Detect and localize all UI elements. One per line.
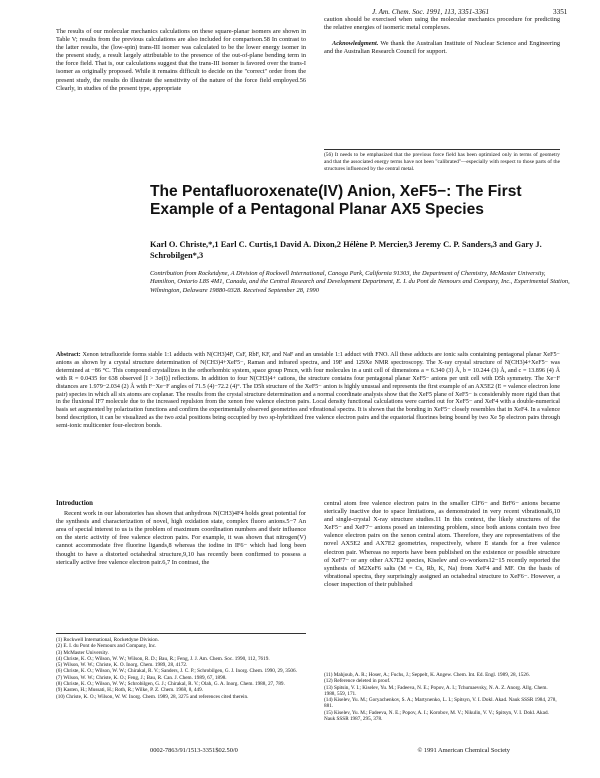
- author-list: Karl O. Christe,*,1 Earl C. Curtis,1 David A. Dixon,2 Hélène P. Mercier,3 Jeremy C. P. Sanders,3 and Gary J. Schrobilgen*,3: [150, 240, 542, 260]
- article-title: The Pentafluoroxenate(IV) Anion, XeF5−: The First Example of a Pentagonal Planar AX5 Species: [150, 183, 522, 218]
- previous-article-paragraph: The results of our molecular mechanics calculations on these square-planar isomers are shown in Table V; results from the previous calculations are also included for comparison.58 In contrast to the latter results, the (low-spin) trans-III isomer was calculated to be the lower energy isomer in the present study, a result largely attributable to the presence of the out-of-plane bending term in the force field. That is, our calculations suggest that the trans-III isomer is favored over the trans-I isomer as originally proposed. While it remains difficult to decide on the "correct" order from the present study, the results do illustrate the sensitivity of the nature of the force field employed.56 Clearly, in studies of the present type, appropriate: [56, 28, 306, 92]
- reference-item: (8) Christe, K. O.; Wilson, W. W.; Schrobilgen, G. J.; Chirakal, R. V.; Olah, G. A. Inorg. Chem. 1988, 27, 789.: [56, 681, 285, 688]
- abstract-text: Xenon tetrafluoride forms stable 1:1 adducts with N(CH3)4F, CsF, RbF, KF, and NaF and an unstable 1:1 adduct with FNO. All these adducts are ionic salts containing pentagonal planar XeF5− anions as shown by a crystal structure determination of N(CH3)4+XeF5−, Raman and infrared spectra, and 19F and 129Xe NMR spectroscopy. The X-ray crystal structure of N(CH3)4+XeF5− was determined at −86 °C. This compound crystallizes in the orthorhombic system, space group Pmcn, with four molecules in a unit cell of dimensions a = 6.340 (3) Å, b = 10.244 (3) Å, and c = 13.896 (4) Å with R = 0.0435 for 638 observed [I > 3σ(I)] reflections. In addition to four N(CH3)4+ cations, the structure contains four pentagonal planar XeF5− anions per unit cell with D5h symmetry. The Xe−F distances are 1.979−2.034 (2) Å with F−Xe−F angles of 71.5 (4)−72.2 (4)°. The D5h structure of the XeF5− anion is highly unusual and represents the first example of an AX5E2 (E = valence electron lone pair) species in which all six atoms are coplanar. The results from the crystal structure determination and a normal coordinate analysis show that the XeF5 plane of XeF5− is considerably more rigid than that in the fluxional IF7 molecule due to the increased repulsion from the xenon free valence electron pairs. Local density functional calculations were carried out for XeF5− and XeF4 with a double-numerical basis set augmented by polarization functions and confirm the experimentally observed geometries and vibrational spectra. It is shown that the bonding in XeF5− closely resembles that in XeF4. In a valence bond description, it can be visualized as the two axial positions being occupied by two sp-hybridized free valence electron pairs and the equatorial fluorines being bound by two Xe 5p electron pairs through semi-ionic multicenter four-electron bonds.: [56, 352, 560, 430]
- reference-item: (13) Spitsin, V. I.; Kiselev, Yu. M.; Fadeeva, N. E.; Popov, A. I.; Tchumaevsky, N. A. Z. Anorg. Allg. Chem. 1988, 559, 171.: [324, 684, 548, 697]
- previous-article-conclusion: caution should be exercised when using the molecular mechanics procedure for predicting the relative energies of isomeric metal complexes.: [324, 16, 560, 32]
- article-code: 0002-7863/91/1513-3351$02.50/0: [150, 747, 238, 754]
- reference-item: (1) Rockwell International, Rocketdyne Division.: [56, 637, 159, 643]
- page-number: 3351: [553, 8, 568, 16]
- reference-item: (15) Kiselev, Yu. M.; Fadeeva, N. E.; Popov, A. I.; Korobov, M. V.; Nikulin, V. V.; Spitsyn, V. I. Dokl. Akad. Nauk SSSR 1987, 295, 378.: [324, 709, 549, 723]
- copyright: © 1991 American Chemical Society: [417, 747, 510, 754]
- reference-item: (7) Wilson, W. W.; Christe, K. O.; Feng, J.; Bau, R. Can. J. Chem. 1989, 67, 1898.: [56, 674, 227, 681]
- abstract-label: Abstract:: [56, 352, 81, 358]
- introduction-right-column: central atom free valence electron pairs in the smaller ClF6− and BrF6− anions became sterically inactive due to space limitations, as demonstrated in very recent vibrational6,10 and single-crystal X-ray structure studies.11 In this context, the likely structures of the XeF5− and XeF7− anions posed an interesting problem, since both anions contain two free valence electron pairs on the xenon central atom. Therefore, they are representatives of the novel AX5E2 and AX7E2 geometries, respectively, where E stands for a free valence electron pair. Whereas no reports have been published on the existence or possible structure of XeF7− or any other AX7E2 species, Kiselev and co-workers12−15 recently reported the synthesis of M2XeF6 salts (M = Cs, Rb, K, Na) from XeF4 and MF. On the basis of vibrational spectra, they surprisingly assigned an octahedral structure to XeF6−. However, a closer inspection of their published: [324, 500, 560, 588]
- acknowledgment-heading: Acknowledgment.: [332, 40, 379, 48]
- introduction-heading: Introduction: [56, 500, 93, 507]
- footnote-56: (56) It needs to be emphasized that the previous force field has been optimized only in terms of geometry and that the associated energy terms have not been "calibrated"—especially with respect to those parts of the structures influenced by the central metal.: [324, 149, 560, 172]
- reference-item: (10) Christe, K. O.; Wilson, W. W. Inorg. Chem. 1989, 28, 3275 and references cited therein.: [56, 693, 249, 700]
- reference-item: (5) Wilson, W. W.; Christe, K. O. Inorg. Chem. 1989, 28, 4172.: [56, 662, 188, 669]
- references-left: [56, 633, 306, 700]
- reference-item: (14) Kiselev, Yu. M.; Goryachenkov, S. A.; Martynenko, L. I.; Spitsyn, V. I. Dokl. Akad. Nauk SSSR 1984, 278, 881.: [324, 697, 557, 710]
- reference-item: (3) McMaster University.: [56, 649, 109, 656]
- acknowledgment: [324, 40, 560, 56]
- reference-item: (4) Christe, K. O.; Wilson, W. W.; Wilson, R. D.; Bau, R.; Feng, J. J. Am. Chem. Soc. 1990, 112, 7619.: [56, 655, 270, 662]
- reference-item: (9) Kasten, H.; Mussati, H.; Roth, R.; Wilke, P. Z. Chem. 1968, 8, 449.: [56, 687, 203, 694]
- reference-item: (2) E. I. du Pont de Nemours and Company, Inc.: [56, 643, 157, 650]
- abstract: [56, 352, 560, 431]
- reference-item: (11) Mahjoub, A. R.; Hoser, A.; Fuchs, J.; Seppelt, K. Angew. Chem. Int. Ed. Engl. 1989, 28, 1526.: [324, 672, 530, 678]
- previous-article-right-column: [324, 16, 560, 56]
- reference-item: (6) Christe, K. O.; Wilson, W. W.; Chirakal, R. V.; Sanders, J. C. P.; Schrobilgen, G. J. Inorg. Chem. 1990, 29, 3506.: [56, 668, 297, 675]
- page-footer: [150, 747, 510, 754]
- references-right: [324, 672, 560, 722]
- affiliation: Contribution from Rocketdyne, A Division of Rockwell International, Canoga Park, California 91303, the Department of Chemistry, McMaster University, Hamilton, Ontario L8S 4M1, Canada, and the Central Research and Development Department, E. I. du Pont de Nemours and Company, Inc., Experimental Station, Wilmington, Delaware 19880-0328. Received September 28, 1990: [150, 270, 570, 294]
- journal-header: J. Am. Chem. Soc. 1991, 113, 3351-3361: [372, 8, 490, 16]
- introduction-left-column: [56, 500, 306, 567]
- reference-item: (12) Reference deleted in proof.: [324, 678, 391, 685]
- acknowledgment-text: We thank the Australian Institute of Nuclear Science and Engineering and the Australian Research Council for support.: [324, 40, 560, 56]
- introduction-text-left: Recent work in our laboratories has shown that anhydrous N(CH3)4F4 holds great potential for the synthesis and characterization of novel, high oxidation state, complex fluoro anions.5−7 An area of special interest to us is the problem of maximum coordination numbers and their influence on the steric activity of free valence electron pairs. For example, it was shown that nitrogen(V) cannot accommodate five fluorine ligands,8 whereas the iodine in IF6− which had long been thought to have a distorted octahedral structure,9,10 has recently been confirmed to possess a sterically active free valence electron pair.6,7 In contrast, the: [56, 510, 306, 566]
